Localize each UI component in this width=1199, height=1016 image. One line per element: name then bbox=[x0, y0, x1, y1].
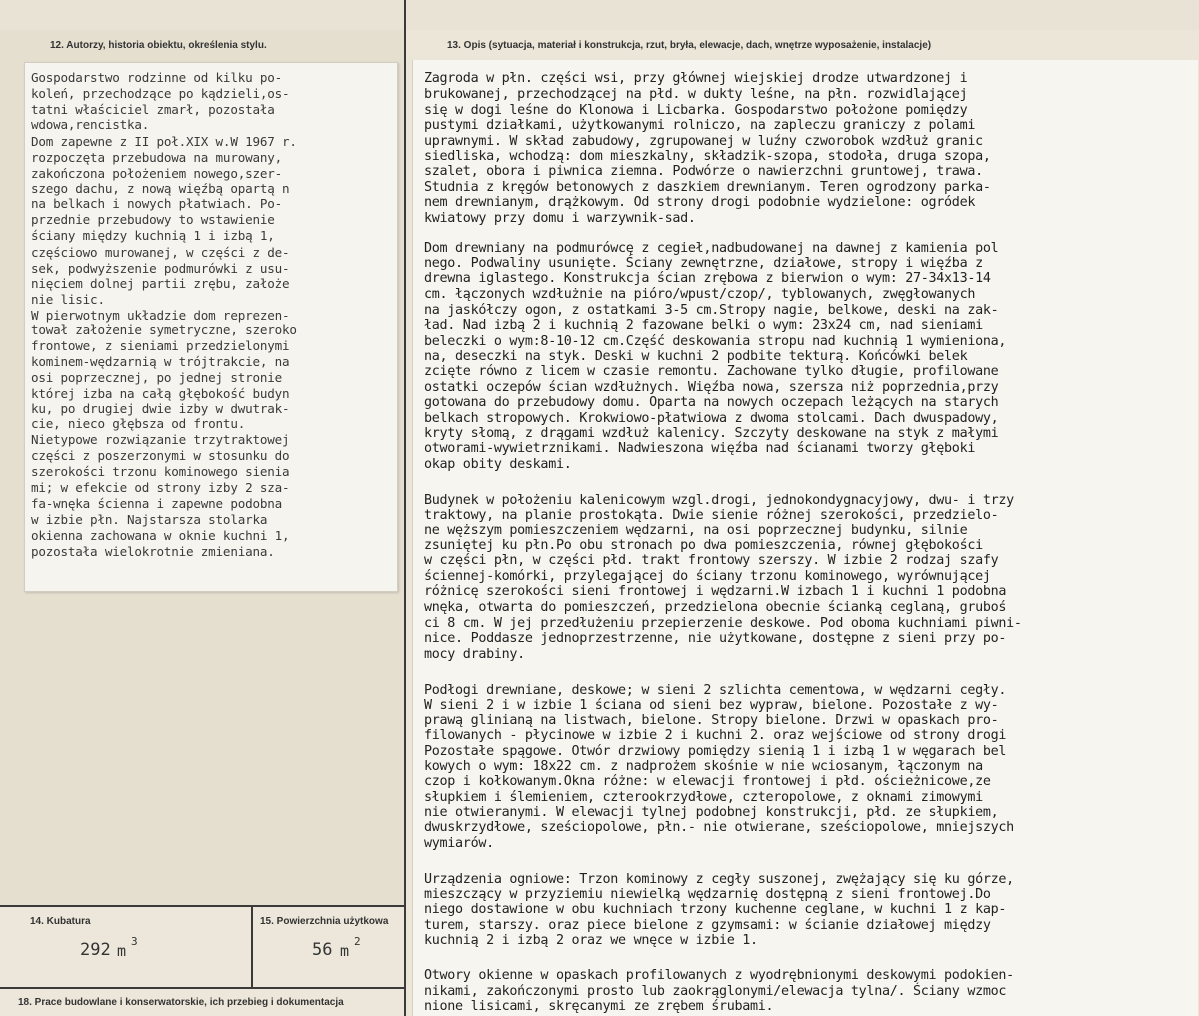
description-text-line: Podłogi drewniane, deskowe; w sieni 2 szlichta cementowa, w wędzarni cegły. bbox=[424, 683, 1007, 698]
description-text-line: ne węższym pomieszczeniem wędzarni, na osi poprzecznej budynku, silnie bbox=[424, 523, 968, 538]
description-text-line: ostatki oczepów ścian wzdłużnych. Więźba nowa, szersza niż poprzednia,przy bbox=[424, 380, 999, 395]
box-separator bbox=[251, 905, 253, 988]
column-divider bbox=[404, 0, 406, 1016]
history-text-line: cie, nieco głębsza od frontu. bbox=[31, 416, 246, 431]
section-13-header: 13. Opis (sytuacja, materiał i konstrukcja, rzut, bryła, elewacje, dach, wnętrze wyposażenie, instalacje) bbox=[447, 40, 932, 51]
history-text-line: Gospodarstwo rodzinne od kilku po- bbox=[31, 70, 282, 85]
description-text-line: mocy drabiny. bbox=[424, 647, 525, 662]
description-text-line: nem drewnianym, drążkowym. Od strony drogi podobnie wydzielone: ogródek bbox=[424, 195, 976, 210]
description-text-line: ci 8 cm. W jej przedłużeniu przepierzenie deskowe. Pod oboma kuchniami piwni- bbox=[424, 616, 1022, 631]
description-text-line: niego dostawione w obu kuchniach trzony kuchenne ceglane, w kuchni 1 z kap- bbox=[424, 902, 1007, 917]
description-text-line: się w dogi leśne do Klonowa i Licbarka. Gospodarstwo położone pomiędzy bbox=[424, 103, 968, 118]
history-text-line: kominem-wędzarnią w trójtrakcie, na bbox=[31, 354, 290, 369]
kubatura-value: 292 bbox=[80, 940, 111, 960]
history-text-line: przednie przebudowy to wstawienie bbox=[31, 212, 275, 227]
history-text-line: frontowe, z sieniami przedzielonymi bbox=[31, 338, 290, 353]
description-text-line: otworami-wywietrznikami. Nadwieszona więźba nad ścianami tworzy głęboki bbox=[424, 441, 976, 456]
history-text-line: częściowo murowanej, w części z de- bbox=[31, 245, 290, 260]
box-bottom-rule bbox=[0, 987, 404, 989]
description-text-line: nie otwieranymi. W elewacji tylnej podobnej konstrukcji, płd. ze słupkiem, bbox=[424, 805, 999, 820]
history-text-line: szego dachu, z nową więźbą opartą n bbox=[31, 181, 290, 196]
history-text-line: nięciem dolnej partii zrębu, założe bbox=[31, 276, 290, 291]
history-text-line: W pierwotnym układzie dom reprezen- bbox=[31, 308, 290, 323]
section-12-header: 12. Autorzy, historia obiektu, określenia stylu. bbox=[50, 40, 267, 51]
description-text-line: w części płn, w części płd. trakt frontowy szerszy. W izbie 2 rodzaj szafy bbox=[424, 553, 999, 568]
history-text-line: okienna zachowana w oknie kuchni 1, bbox=[31, 528, 290, 543]
history-text-line: mi; w efekcie od strony izby 2 sza- bbox=[31, 480, 290, 495]
description-text-line: na jaskółczy ogon, z ostatkami 3-5 cm.Stropy nagie, belkowe, deski na zak- bbox=[424, 303, 999, 318]
description-text-line: Zagroda w płn. części wsi, przy głównej wiejskiej drodze utwardzonej i bbox=[424, 71, 968, 86]
description-text-line: Urządzenia ogniowe: Trzon kominowy z cegły suszonej, zwężający się ku górze, bbox=[424, 872, 1014, 887]
description-text-line: mieszczący w przyziemiu niewielką wędzarnię dostępną z sieni frontowej.Do bbox=[424, 887, 991, 902]
description-text-line: Pozostałe spągowe. Otwór drzwiowy pomiędzy sienią 1 i izbą 1 w węgarach bel bbox=[424, 744, 1007, 759]
history-text-line: w izbie płn. Najstarsza stolarka bbox=[31, 512, 268, 527]
description-text-line: traktowy, na planie prostokąta. Dwie sienie różnej szerokości, przedzielo- bbox=[424, 508, 999, 523]
description-text-line: nione lisicami, skręcanymi ze zrębem śrubami. bbox=[424, 999, 774, 1014]
description-text-line: słupkiem i ślemieniem, czterookrzydłowe, czteropolowe, z oknami zimowymi bbox=[424, 790, 983, 805]
powierzchnia-label: 15. Powierzchnia użytkowa bbox=[260, 916, 389, 927]
kubatura-exponent: 3 bbox=[131, 935, 138, 948]
bottom-fields-area bbox=[0, 905, 404, 1016]
history-text-line: sek, podwyższenie podmurówki z usu- bbox=[31, 261, 290, 276]
history-text-line: fa-wnęka ścienna i zapewne podobna bbox=[31, 496, 282, 511]
description-text-line: prawą glinianą na listwach, bielone. Stropy bielone. Drzwi w opaskach pro- bbox=[424, 713, 999, 728]
description-text-line: ściennej-komórki, przylegającej do ściany trzonu kominowego, wyrównującej bbox=[424, 569, 991, 584]
prace-label: 18. Prace budowlane i konserwatorskie, ich przebieg i dokumentacja bbox=[18, 997, 344, 1008]
description-text-line: filowanych - płycinowe w izbie 2 i kuchni 2. oraz wejściowe od strony drogi bbox=[424, 728, 1007, 743]
box-top-rule bbox=[0, 905, 404, 907]
history-text-line: szerokości trzonu kominowego sienia bbox=[31, 464, 290, 479]
history-text-line: zakończona położeniem nowego,szer- bbox=[31, 166, 282, 181]
description-text-line: Budynek w położeniu kalenicowym wzgl.drogi, jednokondygnacyjowy, dwu- i trzy bbox=[424, 493, 1014, 508]
description-text-line: kryty słomą, z drągami wzdłuż kalenicy. Szczyty deskowane na styk z małymi bbox=[424, 426, 999, 441]
description-text-line: cm. łączonych wzdłużnie na pióro/wpust/czop/, tyblowanych, zwęgłowanych bbox=[424, 287, 976, 302]
description-text-line: na, deseczki na styk. Deski w kuchni 2 podbite tekturą. Końcówki belek bbox=[424, 349, 968, 364]
history-text-line: nie lisic. bbox=[31, 292, 105, 307]
description-text-line: okap obity deskami. bbox=[424, 457, 572, 472]
description-text-line: zcięte równo z licem w czasie remontu. Zachowane tylko długie, profilowane bbox=[424, 364, 999, 379]
history-text-line: na belkach i nowych płatwiach. Po- bbox=[31, 196, 282, 211]
description-text-line: Otwory okienne w opaskach profilowanych z wyodrębnionymi deskowymi podokien- bbox=[424, 968, 1014, 983]
history-text-line: rozpoczęta przebudowa na murowany, bbox=[31, 150, 282, 165]
history-text-line: Dom zapewne z II poł.XIX w.W 1967 r. bbox=[31, 134, 297, 149]
description-text-line: dwuskrzydłowe, sześciopolowe, płn.- nie otwierane, sześciopolowe, mniejszych bbox=[424, 820, 1014, 835]
description-text-line: kwiatowy przy domu i warzywnik-sad. bbox=[424, 211, 696, 226]
description-text-line: kowych o wym: 18x22 cm. z nadprożem skośnie w nie wciosanym, łączonym na bbox=[424, 759, 983, 774]
history-text-line: ku, po drugiej dwie izby w dwutrak- bbox=[31, 401, 290, 416]
kubatura-unit: m bbox=[117, 942, 127, 960]
description-text-line: zsuniętej ku płn.Po obu stronach po dwa pomieszczenia, równej głębokości bbox=[424, 538, 983, 553]
description-text-line: belkach stropowych. Krokwiowo-płatwiowa z dwoma stolcami. Dach dwuspadowy, bbox=[424, 411, 999, 426]
description-text-line: czop i kołkowanym.Okna różne: w elewacji frontowej i płd. ościeżnicowe,ze bbox=[424, 774, 991, 789]
history-text-line: Nietypowe rozwiązanie trzytraktowej bbox=[31, 432, 290, 447]
description-text-line: Dom drewniany na podmurówcę z cegieł,nadbudowanej na dawnej z kamienia pol bbox=[424, 241, 999, 256]
description-text-line: siedliska, wchodzą: dom mieszkalny, składzik-szopa, stodoła, druga szopa, bbox=[424, 149, 991, 164]
description-text-line: gotowana do przebudowy domu. Oparta na nowych oczepach leżących na starych bbox=[424, 395, 999, 410]
description-text-line: drewna iglastego. Konstrukcja ścian zrębowa z bierwion o wym: 27-34x13-14 bbox=[424, 271, 991, 286]
description-text-line: wymiarów. bbox=[424, 836, 494, 851]
history-text-line: wdowa,rencistka. bbox=[31, 117, 150, 132]
powierzchnia-value: 56 bbox=[312, 940, 333, 960]
history-text-line: której izba na całą głębokość budyn bbox=[31, 386, 290, 401]
description-text-line: szalet, obora i piwnica ziemna. Podwórze o nawierzchni gruntowej, trawa. bbox=[424, 164, 983, 179]
description-text-line: nikami, zakończonymi prosto lub zaokrąglonymi/elewacja tylna/. Ściany wzmoc bbox=[424, 984, 1007, 999]
description-text-line: brukowanej, przechodzącej na płd. w dukty leśne, na płn. rozwidlającej bbox=[424, 87, 968, 102]
history-text-line: tatni właściciel zmarł, pozostała bbox=[31, 102, 275, 117]
history-text-line: części z poszerzonymi w stosunku do bbox=[31, 448, 290, 463]
description-text-line: kuchnią 2 i izbą 2 oraz we wnęce w izbie 1. bbox=[424, 933, 758, 948]
history-text-line: koleń, przechodzące po kądzieli,os- bbox=[31, 86, 290, 101]
kubatura-label: 14. Kubatura bbox=[30, 916, 91, 927]
history-text-line: ściany między kuchnią 1 i izbą 1, bbox=[31, 228, 275, 243]
description-text-line: beleczki o wym:8-10-12 cm.Część deskowania stropu nad kuchnią 1 wymieniona, bbox=[424, 334, 1007, 349]
history-text-line: pozostała wielokrotnie zmieniana. bbox=[31, 544, 275, 559]
powierzchnia-exponent: 2 bbox=[354, 935, 361, 948]
description-text-line: wnęka, otwarta do pomieszczeń, przedzielona obecnie ścianką ceglaną, gruboś bbox=[424, 600, 1007, 615]
description-text-line: ład. Nad izbą 2 i kuchnią 2 fazowane belki o wym: 23x24 cm, nad sieniami bbox=[424, 318, 983, 333]
description-text-line: pustymi działkami, użytkowanymi rolniczo, na zapleczu graniczy z polami bbox=[424, 118, 976, 133]
history-text-line: osi poprzecznej, po jednej stronie bbox=[31, 370, 282, 385]
description-text-line: różnicę szerokości sieni frontowej i wędzarni.W izbach 1 i kuchni 1 podobna bbox=[424, 584, 1007, 599]
history-text-line: tował założenie symetryczne, szeroko bbox=[31, 322, 297, 337]
description-text-line: nice. Poddasze jednoprzestrzenne, nie użytkowane, dostępne z sieni przy po- bbox=[424, 631, 1007, 646]
description-text-line: W sieni 2 i w izbie 1 ściana od sieni bez wypraw, bielone. Pozostałe z wy- bbox=[424, 698, 999, 713]
description-text-line: Studnia z kręgów betonowych z daszkiem drewnianym. Teren ogrodzony parka- bbox=[424, 180, 991, 195]
powierzchnia-unit: m bbox=[340, 942, 350, 960]
description-text-line: turem, starszy. oraz piece bielone z gzymsami: w ścianie działowej między bbox=[424, 918, 991, 933]
description-text-line: uprawnymi. W skład zabudowy, zgrupowanej w luźny czworobok wzdłuż granic bbox=[424, 134, 983, 149]
description-text-line: nego. Podwaliny usunięte. Ściany zewnętrzne, działowe, stropy i więźba z bbox=[424, 256, 983, 271]
